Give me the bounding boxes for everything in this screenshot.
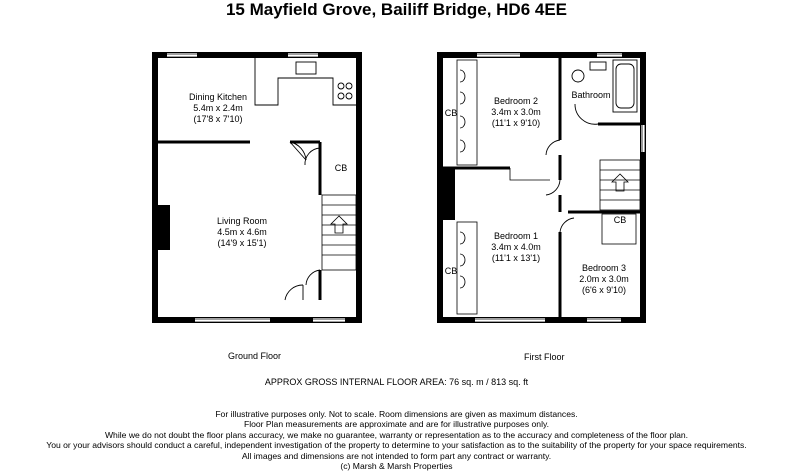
- room-name: Bedroom 3: [581, 263, 627, 273]
- room-size: 4.5m x 4.6m: [217, 227, 267, 237]
- disclaimer-line: While we do not doubt the floor plans accuracy, we make no guarantee, warranty or representation as to the accuracy and completeness of the floor plan.: [104, 429, 689, 440]
- ground-floor-label: Ground Floor: [228, 351, 282, 361]
- disclaimer: [0, 409, 793, 471]
- disclaimer-line: (c) Marsh & Marsh Properties: [340, 461, 453, 471]
- room-name: Living Room: [216, 216, 268, 226]
- room-name: Bathroom: [571, 90, 611, 100]
- cupboard-label: CB: [613, 215, 627, 225]
- cupboard-label: CB: [334, 163, 348, 173]
- room-size: 5.4m x 2.4m: [193, 103, 243, 113]
- disclaimer-line: All images and dimensions are not intended to form part any contract or warranty.: [241, 450, 552, 461]
- room-size-imperial: (17'8 x 7'10): [193, 114, 243, 124]
- floor-area-text: APPROX GROSS INTERNAL FLOOR AREA: 76 sq. m / 813 sq. ft: [264, 377, 529, 387]
- room-size-imperial: (11'1 x 13'1): [491, 253, 541, 263]
- room-size-imperial: (6'6 x 9'10): [582, 285, 626, 295]
- first-floor-labels: [445, 90, 629, 295]
- room-size: 2.0m x 3.0m: [579, 274, 629, 284]
- room-size-imperial: (11'1 x 9'10): [491, 118, 541, 128]
- page-title: 15 Mayfield Grove, Bailiff Bridge, HD6 4EE: [225, 0, 568, 19]
- ground-floor-plan: [155, 54, 359, 322]
- disclaimer-line: You or your advisors should conduct a careful, independent investigation of the property to determine to your satisfaction as to the suitability of the property for your space requirements.: [46, 440, 747, 451]
- cupboard-label: CB: [444, 108, 458, 118]
- room-name: Bedroom 2: [493, 96, 539, 106]
- room-size: 3.4m x 3.0m: [491, 107, 541, 117]
- disclaimer-line: Floor Plan measurements are approximate and are for illustrative purposes only.: [243, 419, 550, 430]
- first-floor-label: First Floor: [524, 352, 565, 362]
- room-size-imperial: (14'9 x 15'1): [217, 238, 267, 248]
- room-size: 3.4m x 4.0m: [491, 242, 541, 252]
- disclaimer-line: For illustrative purposes only. Not to scale. Room dimensions are given as maximum distances.: [215, 409, 578, 419]
- room-name: Dining Kitchen: [188, 92, 248, 102]
- cupboard-label: CB: [444, 266, 458, 276]
- room-name: Bedroom 1: [493, 231, 539, 241]
